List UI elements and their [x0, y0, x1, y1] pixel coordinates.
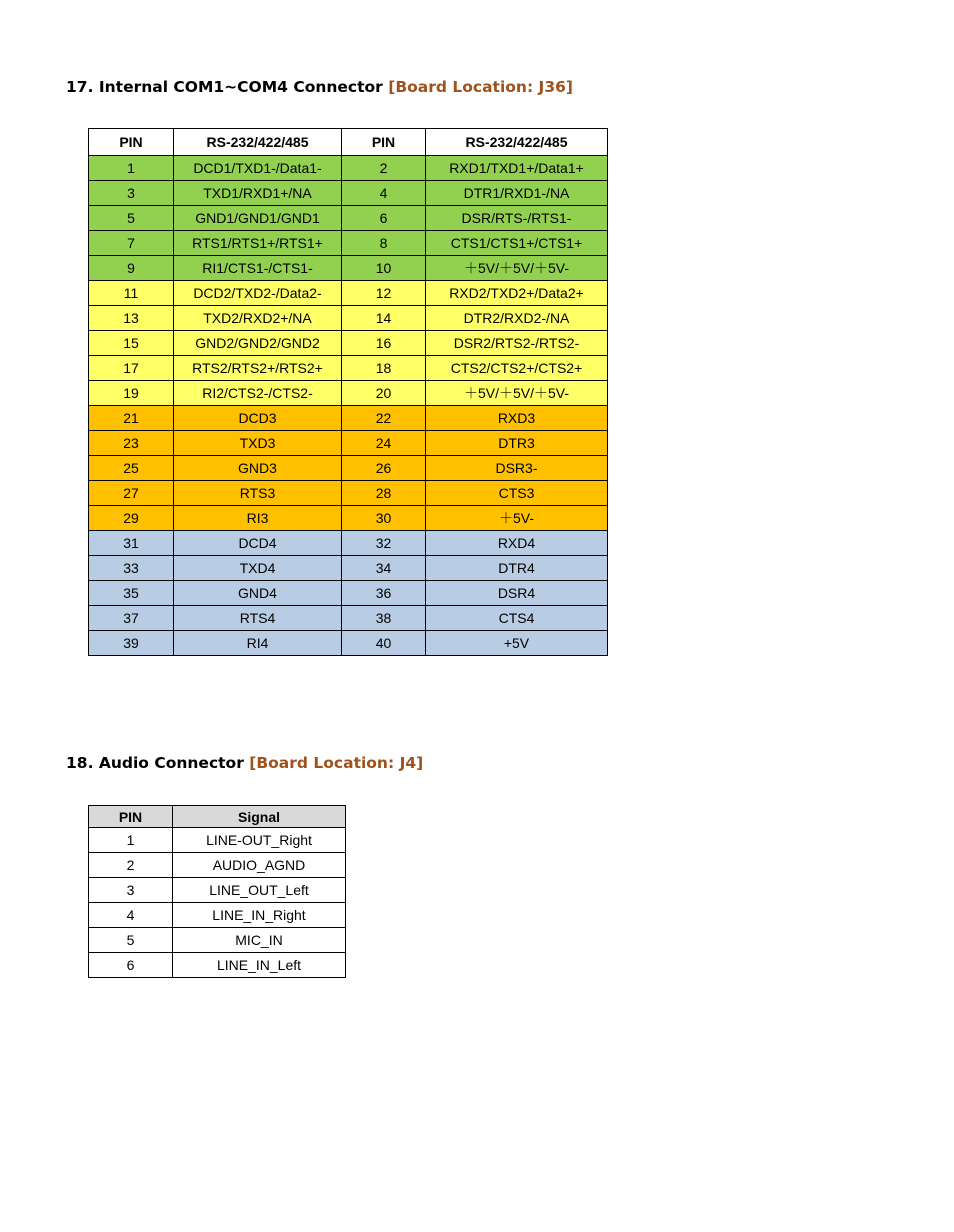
com-table-row	[89, 481, 608, 506]
pin-cell: 38	[342, 606, 426, 631]
pin-cell: 34	[342, 556, 426, 581]
pin-cell: 4	[89, 903, 173, 928]
pin-cell: 13	[89, 306, 174, 331]
signal-cell: ＋5V-	[426, 506, 608, 531]
com-table-row	[89, 206, 608, 231]
signal-cell: LINE-OUT_Right	[173, 828, 346, 853]
pin-cell: 5	[89, 206, 174, 231]
pin-cell: 6	[342, 206, 426, 231]
com-table-row	[89, 431, 608, 456]
signal-cell: RXD3	[426, 406, 608, 431]
pin-cell: 31	[89, 531, 174, 556]
pin-cell: 2	[89, 853, 173, 878]
pin-cell: 24	[342, 431, 426, 456]
signal-cell: CTS2/CTS2+/CTS2+	[426, 356, 608, 381]
pin-cell: 28	[342, 481, 426, 506]
pin-cell: 20	[342, 381, 426, 406]
audio-table-row	[89, 928, 346, 953]
signal-cell: LINE_IN_Right	[173, 903, 346, 928]
signal-cell: DCD2/TXD2-/Data2-	[174, 281, 342, 306]
section-17-board-location: [Board Location: J36]	[388, 78, 573, 96]
pin-cell: 9	[89, 256, 174, 281]
audio-connector-table	[88, 805, 346, 978]
pin-cell: 32	[342, 531, 426, 556]
signal-cell: TXD1/RXD1+/NA	[174, 181, 342, 206]
pin-cell: 36	[342, 581, 426, 606]
signal-cell: RTS4	[174, 606, 342, 631]
pin-cell: 6	[89, 953, 173, 978]
signal-cell: +5V	[426, 631, 608, 656]
signal-cell: TXD4	[174, 556, 342, 581]
pin-cell: 33	[89, 556, 174, 581]
signal-cell: RXD1/TXD1+/Data1+	[426, 156, 608, 181]
signal-cell: AUDIO_AGND	[173, 853, 346, 878]
signal-cell: GND3	[174, 456, 342, 481]
signal-cell: RXD4	[426, 531, 608, 556]
pin-cell: 2	[342, 156, 426, 181]
audio-table-row	[89, 903, 346, 928]
com-table-row	[89, 156, 608, 181]
pin-cell: 22	[342, 406, 426, 431]
pin-cell: 3	[89, 878, 173, 903]
com-table-row	[89, 181, 608, 206]
com-table-row	[89, 631, 608, 656]
pin-cell: 14	[342, 306, 426, 331]
pin-cell: 37	[89, 606, 174, 631]
signal-cell: MIC_IN	[173, 928, 346, 953]
com-table-row	[89, 581, 608, 606]
com-table-row	[89, 331, 608, 356]
com-table-row	[89, 506, 608, 531]
com-table-row	[89, 406, 608, 431]
com-table-row	[89, 231, 608, 256]
section-17-heading	[66, 78, 573, 96]
signal-cell: RI3	[174, 506, 342, 531]
signal-cell: CTS4	[426, 606, 608, 631]
signal-cell: CTS3	[426, 481, 608, 506]
pin-cell: 30	[342, 506, 426, 531]
pin-cell: 1	[89, 156, 174, 181]
signal-cell: DTR4	[426, 556, 608, 581]
signal-cell: DTR3	[426, 431, 608, 456]
com-table-row	[89, 306, 608, 331]
signal-cell: DCD4	[174, 531, 342, 556]
com-header-pin-left: PIN	[89, 129, 174, 156]
pin-cell: 25	[89, 456, 174, 481]
pin-cell: 29	[89, 506, 174, 531]
pin-cell: 10	[342, 256, 426, 281]
pin-cell: 40	[342, 631, 426, 656]
com-table-row	[89, 256, 608, 281]
signal-cell: RTS2/RTS2+/RTS2+	[174, 356, 342, 381]
com-table-row	[89, 356, 608, 381]
pin-cell: 23	[89, 431, 174, 456]
signal-cell: DSR/RTS-/RTS1-	[426, 206, 608, 231]
signal-cell: GND1/GND1/GND1	[174, 206, 342, 231]
signal-cell: DSR4	[426, 581, 608, 606]
pin-cell: 16	[342, 331, 426, 356]
com-table-row	[89, 281, 608, 306]
com-table-row	[89, 456, 608, 481]
com-table-row	[89, 381, 608, 406]
signal-cell: RI4	[174, 631, 342, 656]
pin-cell: 27	[89, 481, 174, 506]
signal-cell: RI1/CTS1-/CTS1-	[174, 256, 342, 281]
pin-cell: 5	[89, 928, 173, 953]
audio-table-row	[89, 828, 346, 853]
com-table-row	[89, 556, 608, 581]
signal-cell: CTS1/CTS1+/CTS1+	[426, 231, 608, 256]
signal-cell: ＋5V/＋5V/＋5V-	[426, 381, 608, 406]
pin-cell: 1	[89, 828, 173, 853]
com-table-row	[89, 606, 608, 631]
signal-cell: RTS1/RTS1+/RTS1+	[174, 231, 342, 256]
pin-cell: 39	[89, 631, 174, 656]
section-17-title: 17. Internal COM1~COM4 Connector	[66, 78, 383, 96]
section-18-title: 18. Audio Connector	[66, 754, 244, 772]
signal-cell: DTR1/RXD1-/NA	[426, 181, 608, 206]
signal-cell: GND2/GND2/GND2	[174, 331, 342, 356]
signal-cell: ＋5V/＋5V/＋5V-	[426, 256, 608, 281]
audio-table-row	[89, 953, 346, 978]
signal-cell: DTR2/RXD2-/NA	[426, 306, 608, 331]
pin-cell: 19	[89, 381, 174, 406]
com-connector-table	[88, 128, 608, 656]
pin-cell: 17	[89, 356, 174, 381]
pin-cell: 12	[342, 281, 426, 306]
signal-cell: LINE_IN_Left	[173, 953, 346, 978]
pin-cell: 21	[89, 406, 174, 431]
com-table-row	[89, 531, 608, 556]
pin-cell: 4	[342, 181, 426, 206]
audio-table-header-row	[89, 806, 346, 828]
signal-cell: RTS3	[174, 481, 342, 506]
pin-cell: 3	[89, 181, 174, 206]
signal-cell: TXD2/RXD2+/NA	[174, 306, 342, 331]
pin-cell: 15	[89, 331, 174, 356]
com-header-pin-right: PIN	[342, 129, 426, 156]
pin-cell: 26	[342, 456, 426, 481]
signal-cell: RXD2/TXD2+/Data2+	[426, 281, 608, 306]
signal-cell: DCD1/TXD1-/Data1-	[174, 156, 342, 181]
com-header-signal-right: RS-232/422/485	[426, 129, 608, 156]
signal-cell: DCD3	[174, 406, 342, 431]
pin-cell: 35	[89, 581, 174, 606]
com-header-signal-left: RS-232/422/485	[174, 129, 342, 156]
pin-cell: 18	[342, 356, 426, 381]
pin-cell: 11	[89, 281, 174, 306]
audio-table-row	[89, 878, 346, 903]
com-table-header-row	[89, 129, 608, 156]
audio-table-row	[89, 853, 346, 878]
section-18-board-location: [Board Location: J4]	[249, 754, 424, 772]
audio-header-signal: Signal	[173, 806, 346, 828]
signal-cell: RI2/CTS2-/CTS2-	[174, 381, 342, 406]
signal-cell: DSR3-	[426, 456, 608, 481]
pin-cell: 8	[342, 231, 426, 256]
signal-cell: DSR2/RTS2-/RTS2-	[426, 331, 608, 356]
signal-cell: LINE_OUT_Left	[173, 878, 346, 903]
section-18-heading	[66, 754, 423, 772]
signal-cell: TXD3	[174, 431, 342, 456]
signal-cell: GND4	[174, 581, 342, 606]
pin-cell: 7	[89, 231, 174, 256]
audio-header-pin: PIN	[89, 806, 173, 828]
